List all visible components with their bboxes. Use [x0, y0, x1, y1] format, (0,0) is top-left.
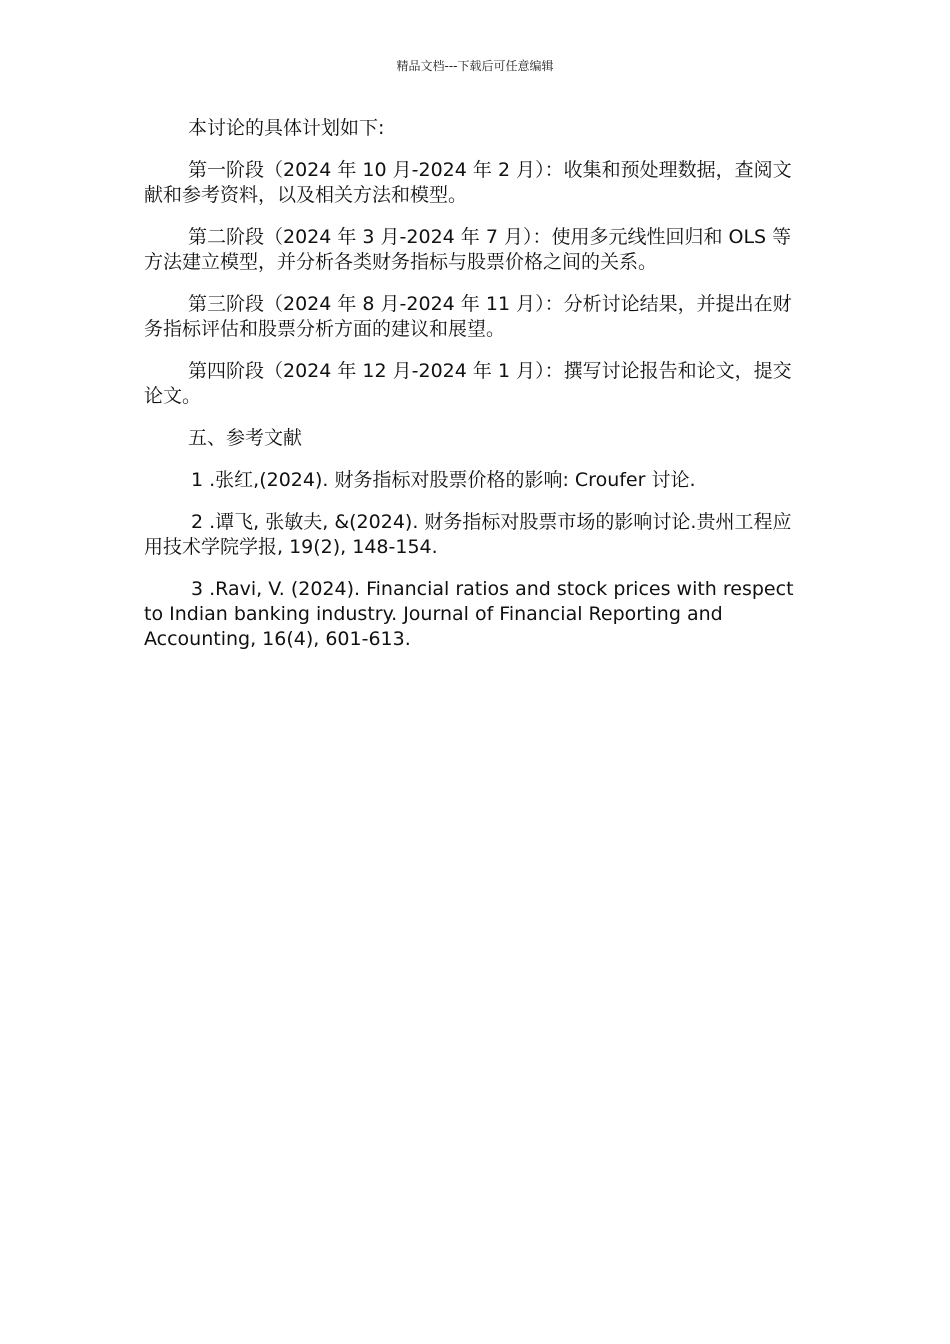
phase-4-paragraph: 第四阶段（2024 年 12 月-2024 年 1 月）：撰写讨论报告和论文，提交论文。 [144, 360, 792, 407]
reference-item-2: 2 .谭飞, 张敏夫, &(2024). 财务指标对股票市场的影响讨论.贵州工程应用技术学院学报, 19(2), 148-154. [144, 511, 792, 558]
phase-3-paragraph: 第三阶段（2024 年 8 月-2024 年 11 月）：分析讨论结果，并提出在财务指标评估和股票分析方面的建议和展望。 [144, 293, 792, 340]
reference-item-3: 3 .Ravi, V. (2024). Financial ratios and stock prices with respect to Indian banking industry. Journal of Financial Reporting and Accounting, 16(4), 601-613. [144, 578, 794, 650]
section-heading-references: 五、参考文献 [188, 427, 303, 449]
reference-item-1: 1 .张红,(2024). 财务指标对股票价格的影响: Croufer 讨论. [191, 469, 696, 491]
phase-1-paragraph: 第一阶段（2024 年 10 月-2024 年 2 月）：收集和预处理数据，查阅文献和参考资料，以及相关方法和模型。 [144, 159, 792, 206]
header-note: 精品文档---下载后可任意编辑 [396, 59, 554, 73]
document-body [144, 116, 806, 669]
phase-2-paragraph: 第二阶段（2024 年 3 月-2024 年 7 月）：使用多元线性回归和 OLS 等方法建立模型，并分析各类财务指标与股票价格之间的关系。 [144, 226, 792, 273]
plan-intro: 本讨论的具体计划如下: [188, 117, 385, 139]
